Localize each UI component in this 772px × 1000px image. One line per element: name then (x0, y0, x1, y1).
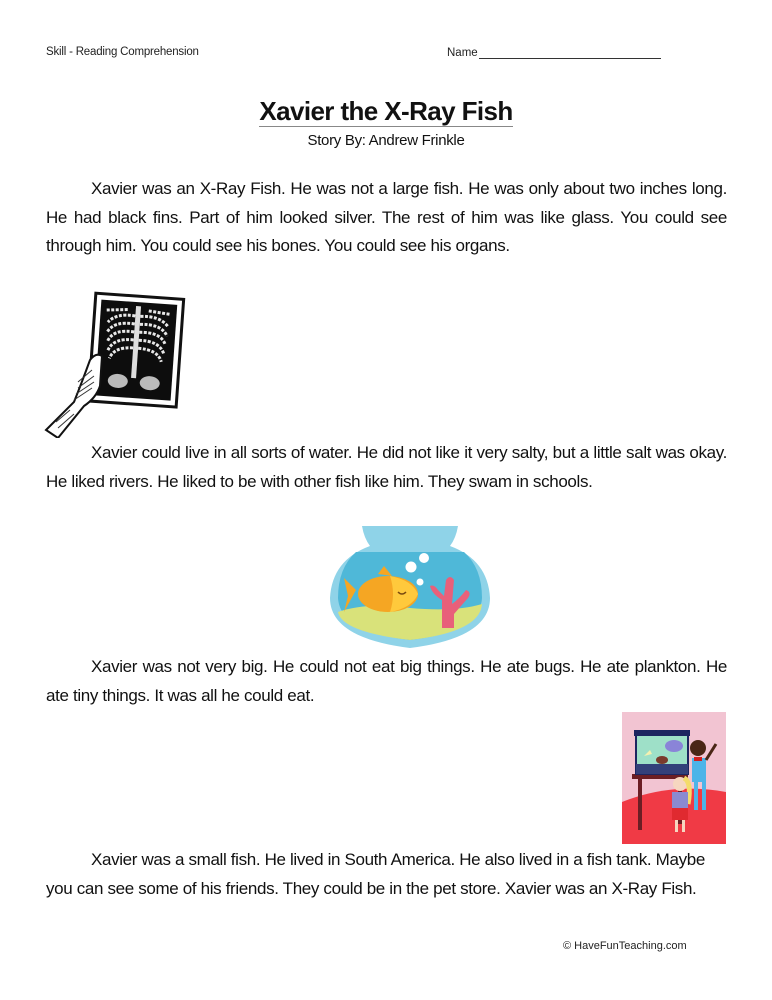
name-field[interactable] (447, 46, 661, 59)
copyright-footer: © HaveFunTeaching.com (563, 940, 687, 952)
fishbowl-illustration-icon (326, 524, 494, 652)
paragraph-4: Xavier was a small fish. He lived in South America. He also lived in a fish tank. Maybe you can see some of his friends. They could be in the pet store. Xavier was an X-Ray Fish. (46, 850, 705, 898)
name-label: Name (447, 47, 478, 59)
petstore-image (622, 712, 726, 844)
paragraph-1: Xavier was an X-Ray Fish. He was not a large fish. He was only about two inches long. He had black fins. Part of him looked silver. The rest of him was like glass. You could see through him. You could see his bones. You could see his organs. (46, 179, 727, 255)
xray-image (44, 290, 186, 438)
fishbowl-image (326, 524, 494, 652)
page-title (0, 96, 772, 127)
name-underline[interactable] (479, 46, 661, 59)
xray-illustration-icon (44, 290, 186, 438)
byline: Story By: Andrew Frinkle (307, 132, 465, 149)
paragraph-2: Xavier could live in all sorts of water. He did not like it very salty, but a little salt was okay. He liked rivers. He liked to be with other fish like him. They swam in schools. (46, 443, 727, 491)
title-text: Xavier the X-Ray Fish (259, 96, 513, 126)
header-skill: Skill - Reading Comprehension (46, 46, 199, 58)
paragraph-3: Xavier was not very big. He could not eat big things. He ate bugs. He ate plankton. He ate tiny things. It was all he could eat. (46, 657, 727, 705)
petstore-illustration-icon (622, 712, 726, 844)
